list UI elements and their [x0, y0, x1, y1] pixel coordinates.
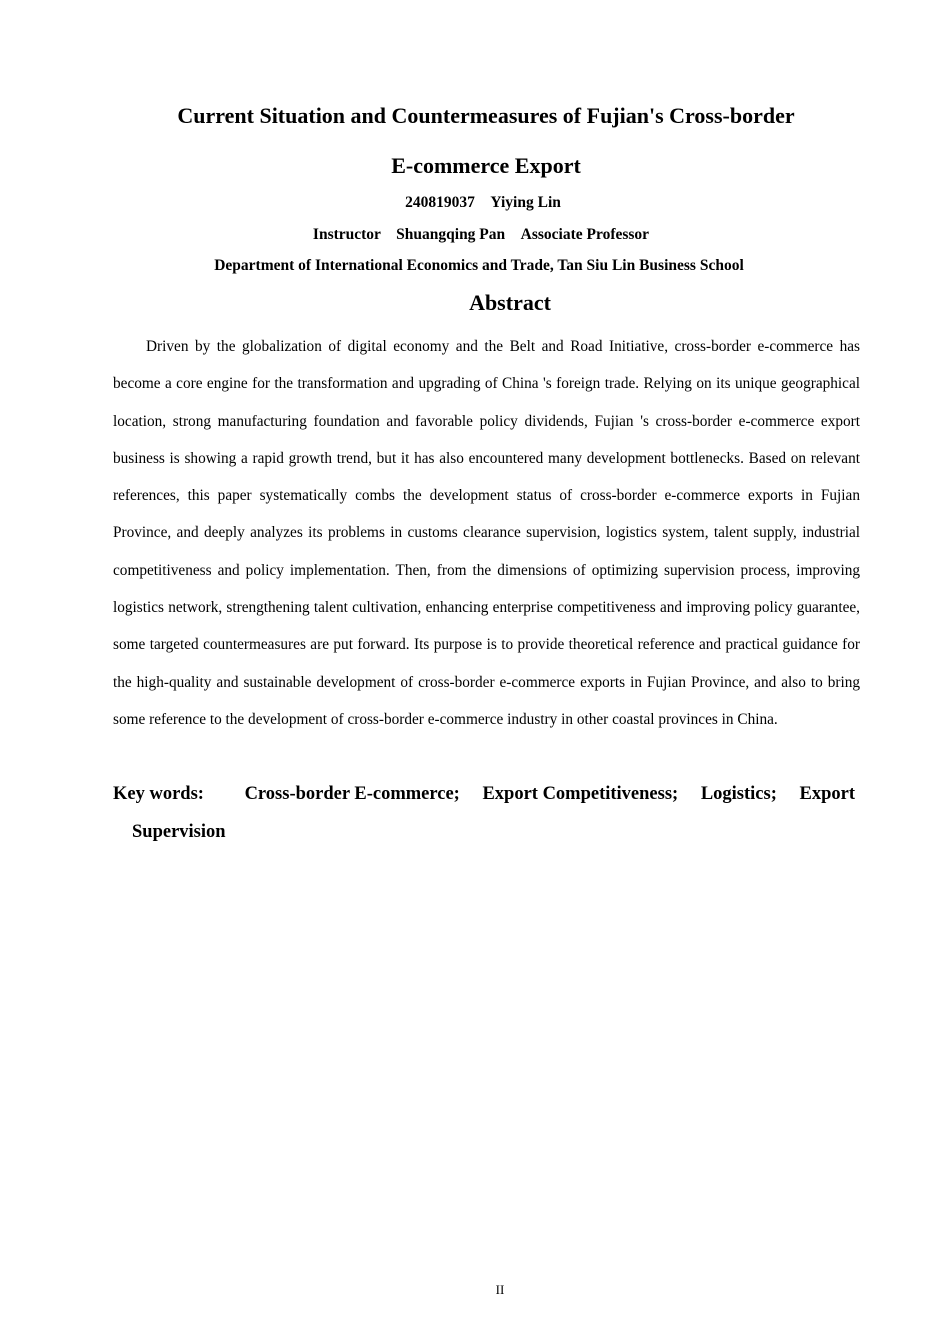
- instructor-info: Instructor Shuangqing Pan Associate Professor: [312, 226, 650, 243]
- keywords-section: [113, 775, 855, 851]
- keywords-line: [113, 775, 855, 813]
- paper-title-line-1: Current Situation and Countermeasures of Fujian's Cross-border: [177, 103, 795, 128]
- abstract-heading: Abstract: [469, 290, 551, 315]
- student-info: 240819037 Yiying Lin: [405, 194, 561, 211]
- paper-title-line-2: E-commerce Export: [391, 153, 581, 178]
- keywords-label: Key words:: [113, 784, 204, 804]
- keyword-item: Cross-border E-commerce;: [244, 784, 460, 804]
- abstract-body: Driven by the globalization of digital economy and the Belt and Road Initiative, cross-border e-commerce has become a core engine for the transformation and upgrading of China 's foreign trade. Relying on its unique geographical location, strong manufacturing foundation and favorable policy dividends, Fujian 's cross-border e-commerce export business is showing a rapid growth trend, but it has also encountered many development bottlenecks. Based on relevant references, this paper systematically combs the development status of cross-border e-commerce exports in Fujian Province, and deeply analyzes its problems in customs clearance supervision, logistics system, talent supply, industrial competitiveness and policy implementation. Then, from the dimensions of optimizing supervision process, improving logistics network, strengthening talent cultivation, enhancing enterprise competitiveness and improving policy guarantee, some targeted countermeasures are put forward. Its purpose is to provide theoretical reference and practical guidance for the high-quality and sustainable development of cross-border e-commerce exports in Fujian Province, and also to bring some reference to the development of cross-border e-commerce industry in other coastal provinces in China.: [113, 338, 860, 728]
- keyword-item: Export Competitiveness;: [482, 784, 679, 804]
- page-number: II: [495, 1282, 505, 1297]
- keyword-item: Logistics;: [700, 784, 777, 804]
- department-info: Department of International Economics and Trade, Tan Siu Lin Business School: [214, 257, 744, 274]
- keyword-item: Supervision: [132, 822, 226, 842]
- keyword-item: Export: [799, 784, 855, 804]
